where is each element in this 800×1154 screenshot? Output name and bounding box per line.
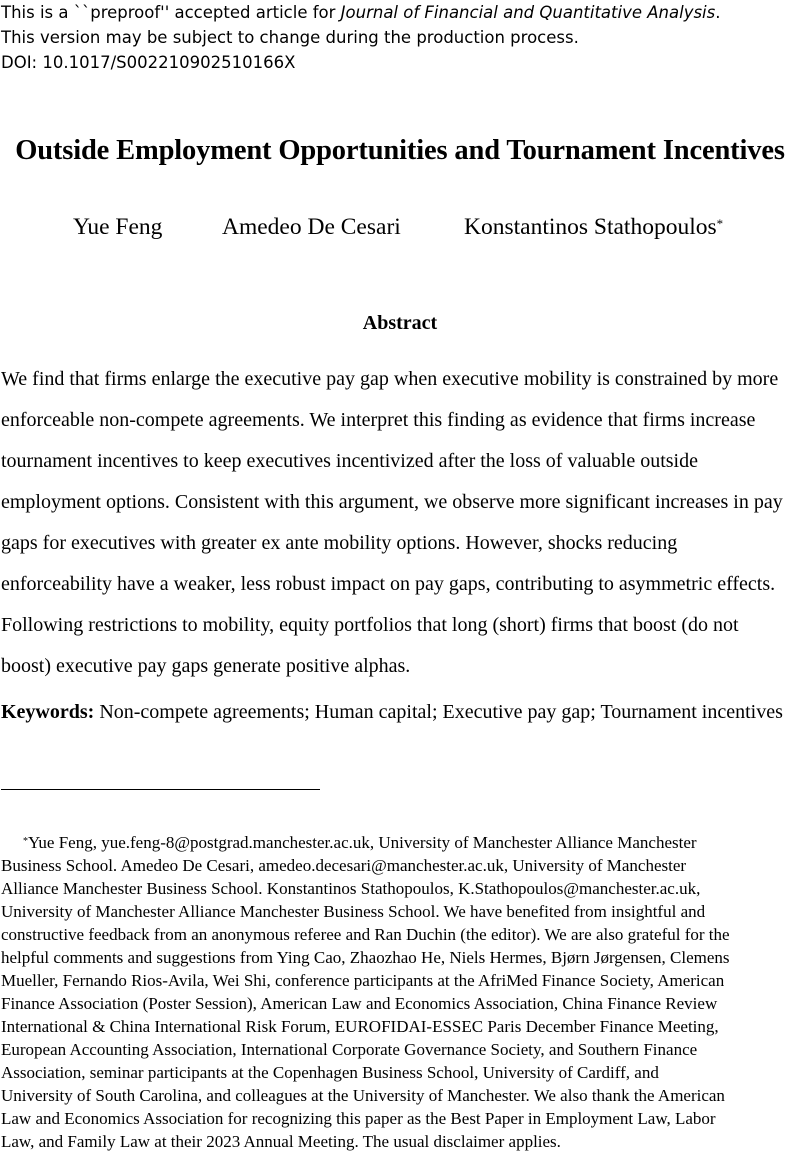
footnote-line: Law and Economics Association for recognizing this paper as the Best Paper in Employment Law, Labor bbox=[1, 1109, 716, 1128]
journal-name: Journal of Financial and Quantitative Analysis bbox=[340, 3, 716, 22]
footnote-line: University of Manchester Alliance Manchester Business School. We have benefited from insightful and bbox=[1, 902, 706, 921]
author-2: Amedeo De Cesari bbox=[222, 214, 401, 240]
footnote-line: Association, seminar participants at the Copenhagen Business School, University of Cardiff, and bbox=[1, 1063, 659, 1082]
footnote bbox=[1, 831, 799, 1153]
footnote-line: University of South Carolina, and colleagues at the University of Manchester. We also thank the American bbox=[1, 1086, 725, 1105]
abstract-body bbox=[1, 359, 800, 687]
abstract-line: tournament incentives to keep executives incentivized after the loss of valuable outside bbox=[1, 450, 698, 472]
footnote-line: *Yue Feng, yue.feng-8@postgrad.manchester.ac.uk, University of Manchester Alliance Manchester bbox=[23, 833, 697, 852]
abstract-line: boost) executive pay gaps generate positive alphas. bbox=[1, 655, 411, 677]
footnote-line: European Accounting Association, International Corporate Governance Society, and Southern Finance bbox=[1, 1040, 698, 1059]
abstract-line: enforceability have a weaker, less robust impact on pay gaps, contributing to asymmetric effects. bbox=[1, 573, 776, 595]
keywords-text: Non-compete agreements; Human capital; Executive pay gap; Tournament incentives bbox=[94, 701, 783, 723]
abstract-line: employment options. Consistent with this argument, we observe more significant increases in pay bbox=[1, 491, 783, 513]
footnote-divider bbox=[1, 789, 320, 790]
abstract-line: gaps for executives with greater ex ante mobility options. However, shocks reducing bbox=[1, 532, 678, 554]
author-1: Yue Feng bbox=[73, 214, 163, 240]
keywords bbox=[1, 697, 800, 727]
footnote-line: Alliance Manchester Business School. Konstantinos Stathopoulos, K.Stathopoulos@manchester.ac.uk, bbox=[1, 879, 701, 898]
abstract-line: We find that firms enlarge the executive pay gap when executive mobility is constrained by more bbox=[1, 368, 779, 390]
footnote-line: constructive feedback from an anonymous referee and Ran Duchin (the editor). We are also grateful for the bbox=[1, 925, 730, 944]
footnote-mark: * bbox=[23, 836, 28, 847]
paper-title: Outside Employment Opportunities and Tournament Incentives bbox=[15, 135, 785, 166]
footnote-line: International & China International Risk Forum, EUROFIDAI-ESSEC Paris December Finance Meeting, bbox=[1, 1017, 719, 1036]
preproof-notice bbox=[1, 0, 791, 75]
abstract-line: enforceable non-compete agreements. We interpret this finding as evidence that firms increase bbox=[1, 409, 756, 431]
abstract-line: Following restrictions to mobility, equity portfolios that long (short) firms that boost (do not bbox=[1, 614, 739, 636]
footnote-line: Finance Association (Poster Session), American Law and Economics Association, China Finance Review bbox=[1, 994, 718, 1013]
doi-line: DOI: 10.1017/S002210902510166X bbox=[1, 53, 296, 72]
footnote-line: Law, and Family Law at their 2023 Annual Meeting. The usual disclaimer applies. bbox=[1, 1132, 561, 1151]
preproof-line-2: This version may be subject to change during the production process. bbox=[1, 28, 579, 47]
footnote-marker: * bbox=[716, 216, 724, 231]
footnote-line: helpful comments and suggestions from Ying Cao, Zhaozhao He, Niels Hermes, Bjørn Jørgensen, Clemens bbox=[1, 948, 730, 967]
author-3: Konstantinos Stathopoulos* bbox=[464, 214, 724, 240]
abstract-heading: Abstract bbox=[362, 312, 438, 334]
keywords-label: Keywords: bbox=[1, 701, 95, 723]
footnote-line: Business School. Amedeo De Cesari, amedeo.decesari@manchester.ac.uk, University of Manchester bbox=[1, 856, 687, 875]
footnote-line: Mueller, Fernando Rios-Avila, Wei Shi, conference participants at the AfriMed Finance Society, American bbox=[1, 971, 725, 990]
preproof-line-1: This is a ``preproof'' accepted article for Journal of Financial and Quantitative Analysis. bbox=[1, 3, 721, 22]
